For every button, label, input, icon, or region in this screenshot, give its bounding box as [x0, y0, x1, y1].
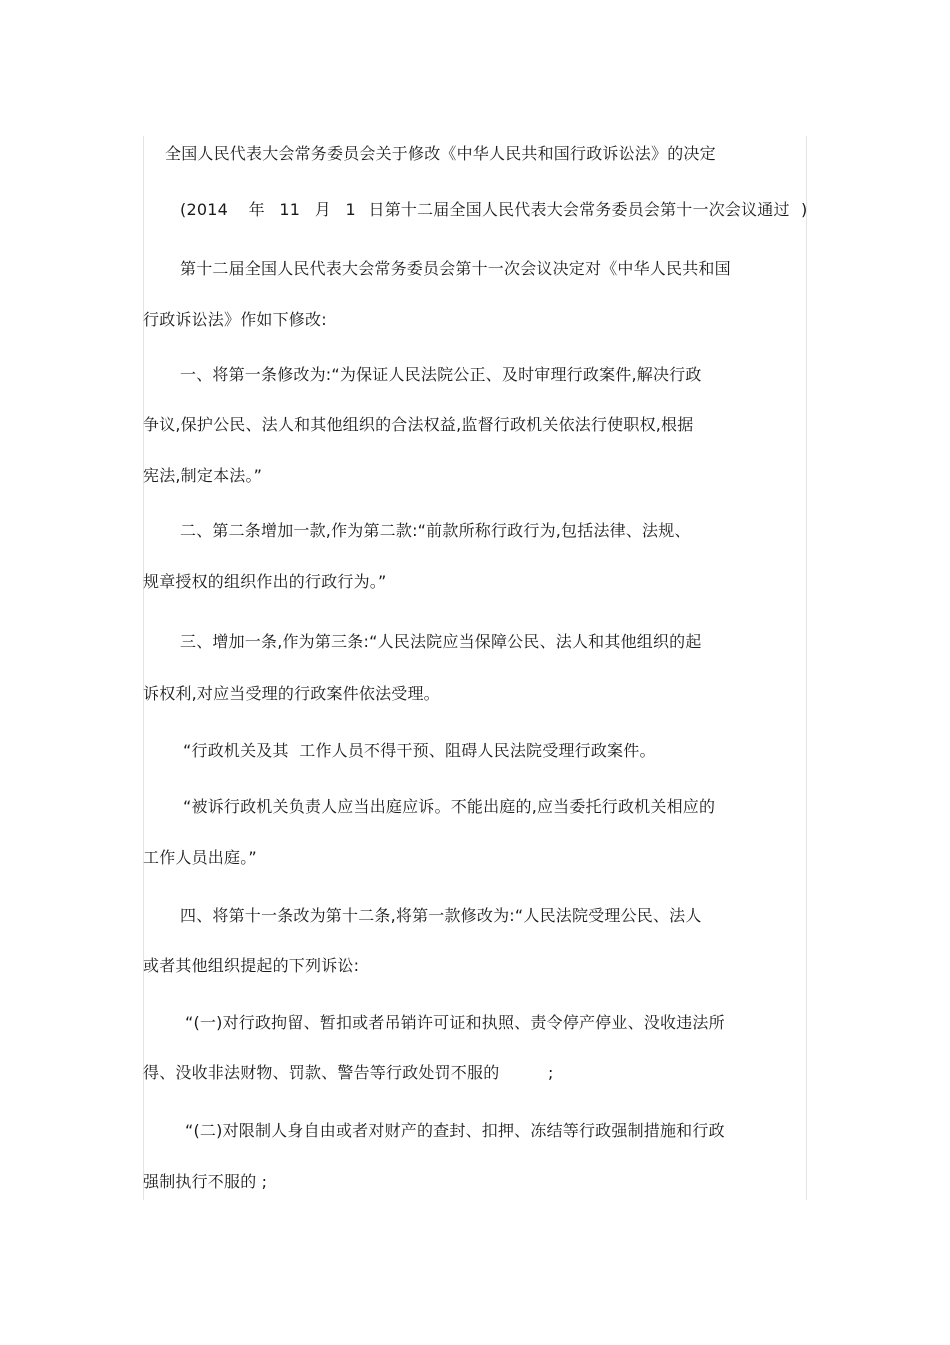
paragraph-line: “(二)对限制人身自由或者对财产的查封、扣押、冻结等行政强制措施和行政 [185, 1121, 725, 1140]
paragraph-line: 第十二届全国人民代表大会常务委员会第十一次会议决定对《中华人民共和国 [180, 259, 731, 278]
paragraph-line: ; [548, 1063, 554, 1082]
subtitle-open: (2014 [180, 200, 228, 219]
subtitle-year-unit: 年 [248, 200, 265, 219]
paragraph-line: 诉权利,对应当受理的行政案件依法受理。 [143, 684, 440, 703]
paragraph-line: 三、增加一条,作为第三条:“人民法院应当保障公民、法人和其他组织的起 [180, 632, 702, 651]
paragraph-line: 争议,保护公民、法人和其他组织的合法权益,监督行政机关依法行使职权,根据 [143, 415, 694, 434]
left-margin-rule [143, 136, 144, 1200]
paragraph-line: 得、没收非法财物、罚款、警告等行政处罚不服的 [143, 1063, 500, 1082]
paragraph-line: 规章授权的组织作出的行政行为。” [143, 572, 387, 591]
paragraph-line: 宪法,制定本法。” [143, 466, 263, 485]
paragraph-line: “行政机关及其 工作人员不得干预、阻碍人民法院受理行政案件。 [183, 741, 656, 760]
subtitle-close: ) [801, 200, 808, 219]
right-margin-rule [806, 136, 807, 1200]
subtitle-rest: 日第十二届全国人民代表大会常务委员会第十一次会议通过 [368, 200, 790, 219]
subtitle-day: 1 [345, 200, 356, 219]
paragraph-line: 行政诉讼法》作如下修改: [143, 310, 327, 329]
paragraph-line: 强制执行不服的 ; [143, 1172, 268, 1191]
paragraph-line: 四、将第十一条改为第十二条,将第一款修改为:“人民法院受理公民、法人 [180, 906, 702, 925]
document-subtitle [180, 200, 790, 220]
paragraph-line: 二、第二条增加一款,作为第二款:“前款所称行政行为,包括法律、法规、 [180, 521, 691, 540]
document-title: 全国人民代表大会常务委员会关于修改《中华人民共和国行政诉讼法》的决定 [165, 144, 716, 163]
paragraph-line: 工作人员出庭。” [143, 848, 257, 867]
paragraph-line: “(一)对行政拘留、暂扣或者吊销许可证和执照、责令停产停业、没收违法所 [185, 1013, 725, 1032]
subtitle-month-unit: 月 [314, 200, 331, 219]
paragraph-line: “被诉行政机关负责人应当出庭应诉。不能出庭的,应当委托行政机关相应的 [183, 797, 716, 816]
paragraph-line: 或者其他组织提起的下列诉讼: [143, 956, 360, 975]
subtitle-month: 11 [279, 200, 301, 219]
paragraph-line: 一、将第一条修改为:“为保证人民法院公正、及时审理行政案件,解决行政 [180, 365, 702, 384]
